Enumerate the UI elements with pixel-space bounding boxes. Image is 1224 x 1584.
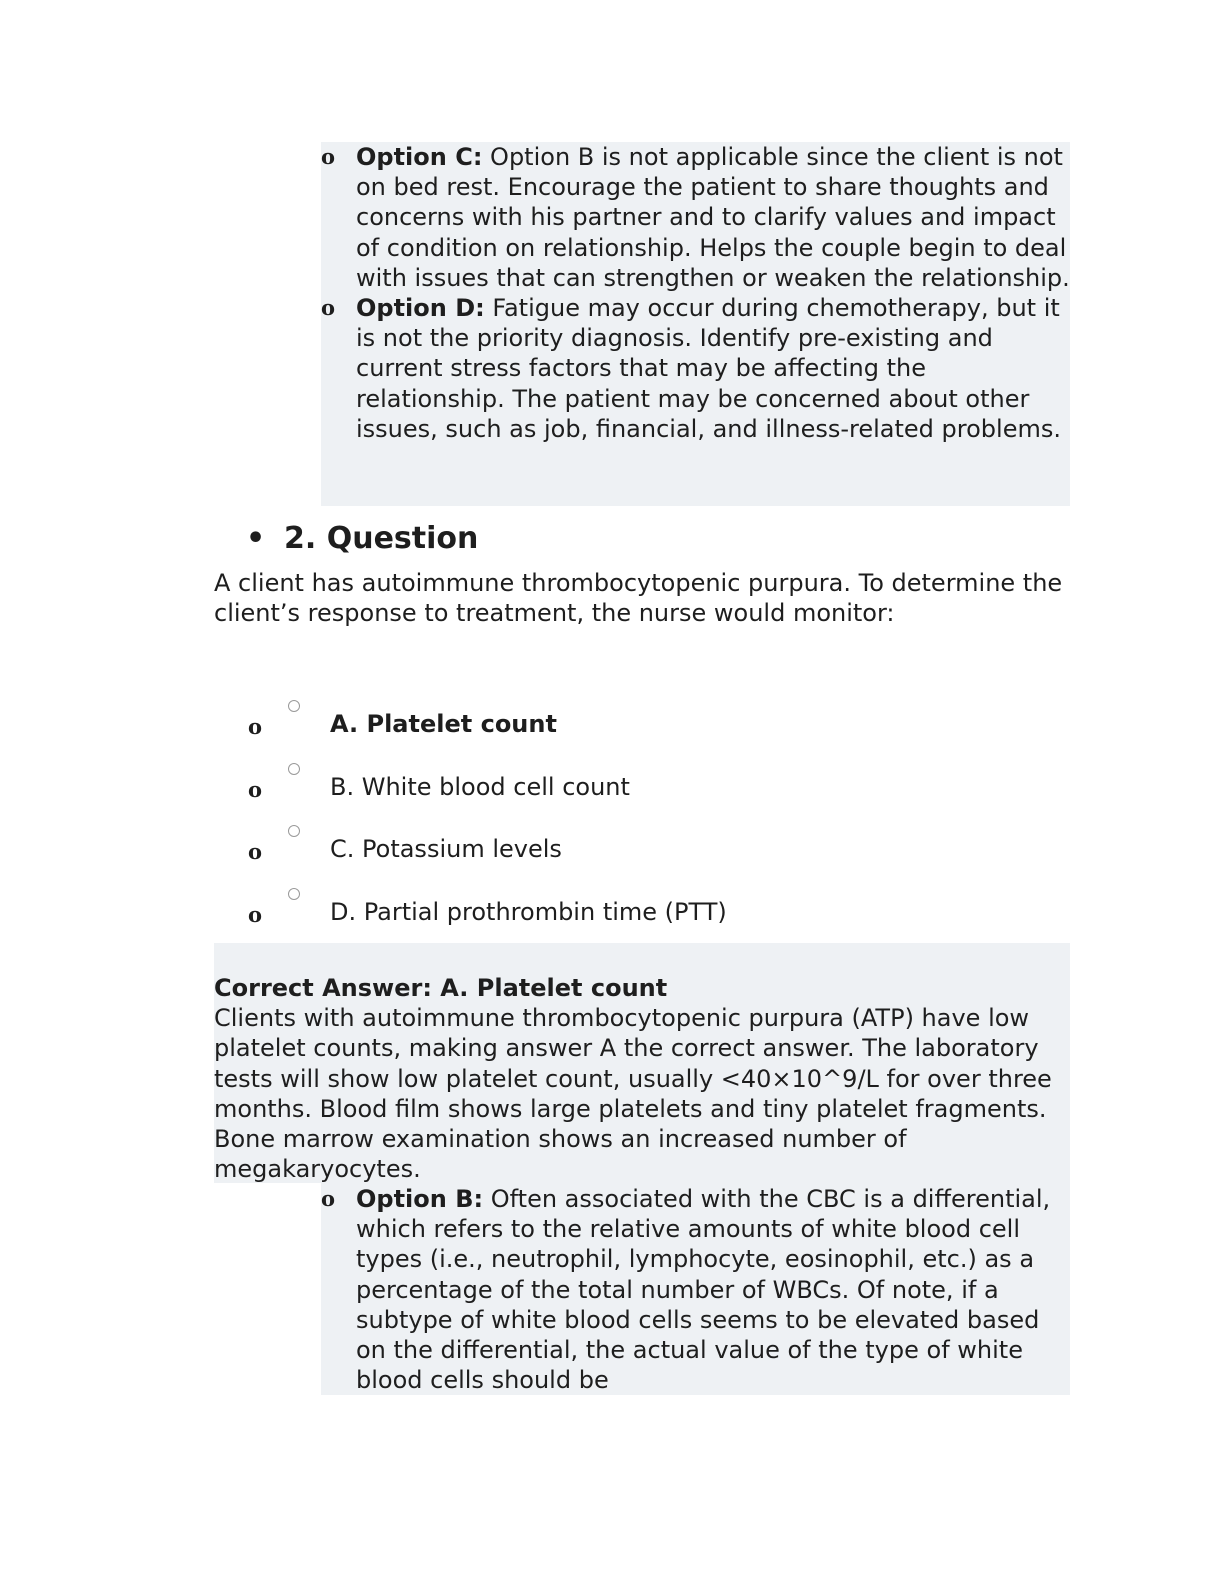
option-heading: Option C: [356, 143, 483, 171]
previous-explanations-list [321, 142, 1070, 444]
radio-button[interactable] [288, 888, 300, 900]
option-heading: Option D: [356, 294, 485, 323]
option-heading: Option B: [356, 1185, 484, 1213]
list-bullet: o [321, 1186, 336, 1211]
option-explanation: Fatigue may occur during chemotherapy, but it is not the priority diagnosis. Identify pre-existing and current stress factors that may be affecting the relationship. The patient may be concerned about other issues, such as job, financial, and illness-related problems. [356, 294, 1061, 443]
radio-button[interactable] [288, 700, 300, 712]
choice-label[interactable]: B. White blood cell count [330, 773, 630, 801]
choice-b[interactable] [248, 763, 1068, 813]
option-explanation: Option B is not applicable since the client is not on bed rest. Encourage the patient to share thoughts and concerns with his partner and to clarify values and impact of condition on relationship. Helps the couple begin to deal with issues that can strengthen or weaken the relationship. [356, 143, 1070, 292]
list-bullet: o [248, 902, 263, 927]
list-bullet: o [248, 714, 263, 739]
list-bullet: o [321, 144, 336, 169]
explanation-option-c [321, 142, 1070, 293]
choice-c[interactable] [248, 825, 1068, 875]
radio-button[interactable] [288, 763, 300, 775]
bullet-dot: • [246, 521, 266, 556]
choice-label[interactable]: C. Potassium levels [330, 835, 562, 863]
choice-label[interactable]: D. Partial prothrombin time (PTT) [330, 898, 727, 926]
choice-d[interactable] [248, 888, 1068, 938]
question-heading [246, 519, 478, 559]
correct-answer-heading: Correct Answer: A. Platelet count [214, 974, 668, 1002]
list-bullet: o [321, 295, 336, 321]
list-bullet: o [248, 777, 263, 802]
explanation-option-b [321, 1184, 1070, 1395]
question-title: 2. Question [284, 521, 479, 556]
explanation-option-d [321, 293, 1070, 444]
radio-button[interactable] [288, 825, 300, 837]
correct-answer-block [214, 973, 1084, 1184]
choice-label[interactable]: A. Platelet count [330, 710, 557, 738]
option-explanation: Often associated with the CBC is a differential, which refers to the relative amounts of white blood cell types (i.e., neutrophil, lymphocyte, eosinophil, etc.) as a percentage of the total number of WBCs. Of note, if a subtype of white blood cells seems to be elevated based on the differential, the actual value of the type of white blood cells should be [356, 1185, 1051, 1395]
next-explanations-list [321, 1184, 1070, 1395]
choice-a[interactable] [248, 700, 1068, 750]
list-bullet: o [248, 839, 263, 864]
answer-rationale: Clients with autoimmune thrombocytopenic purpura (ATP) have low platelet counts, making answer A the correct answer. The laboratory tests will show low platelet count, usually <40×10^9/L for over three months. Blood film shows large platelets and tiny platelet fragments. Bone marrow examination shows an increased number of megakaryocytes. [214, 1004, 1052, 1184]
question-text: A client has autoimmune thrombocytopenic purpura. To determine the client’s response to treatment, the nurse would monitor: [214, 569, 1063, 627]
